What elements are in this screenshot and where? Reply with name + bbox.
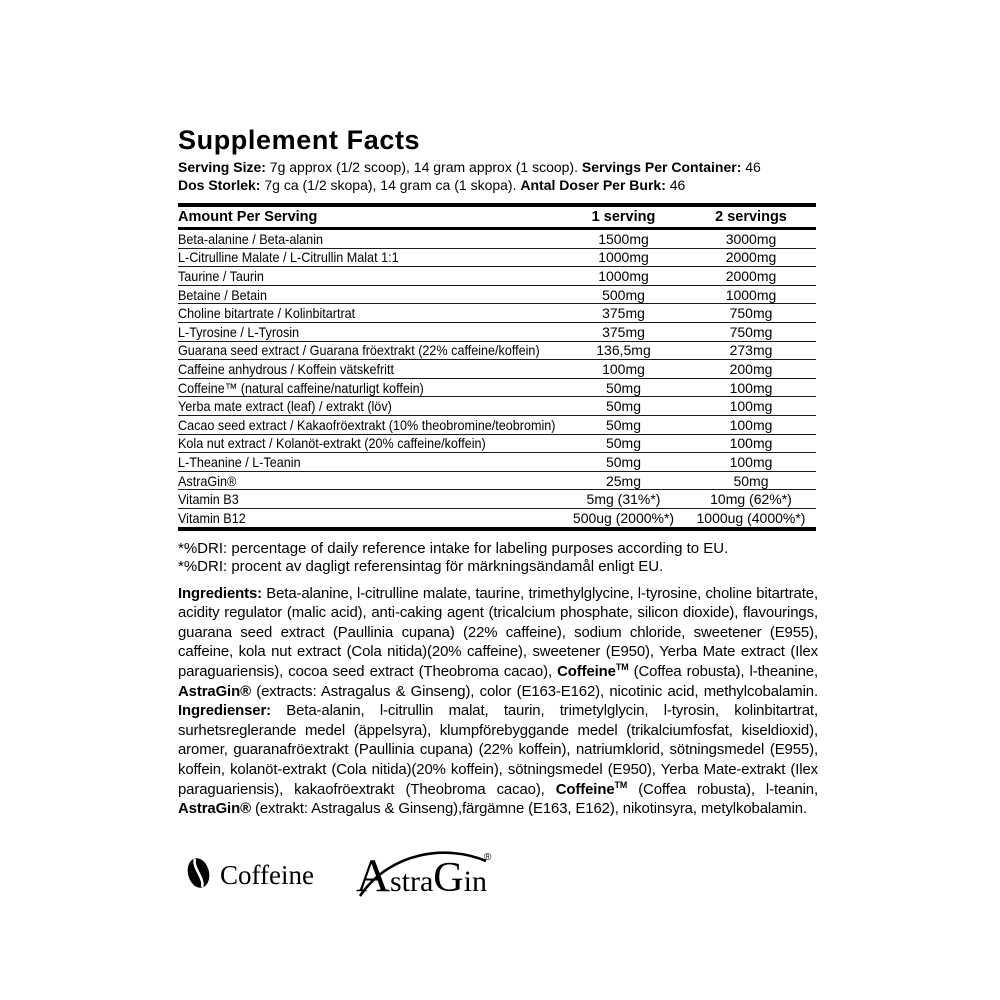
table-row [178,471,816,490]
amount-2-servings: 273mg [686,341,816,360]
table-row [178,415,816,434]
table-row [178,397,816,416]
ingredient-name: Yerba mate extract (leaf) / extrakt (löv) [178,397,561,416]
amount-1-serving: 50mg [561,378,686,397]
ingredient-name: Vitamin B3 [178,490,561,509]
amount-1-serving: 5mg (31%*) [561,490,686,509]
astragin-registered-mark: ® [483,851,492,863]
coffeine-logo-text: Coffeine [220,859,314,890]
ingredient-name: L-Tyrosine / L-Tyrosin [178,322,561,341]
coffeine-logo [186,856,314,895]
ingredient-name: Betaine / Betain [178,285,561,304]
supplement-label [178,126,818,907]
table-row [178,229,816,249]
amount-1-serving: 375mg [561,304,686,323]
amount-2-servings: 100mg [686,453,816,472]
amount-1-serving: 1000mg [561,248,686,267]
ingredient-name: L-Theanine / L-Teanin [178,453,561,472]
ingredient-name: Guarana seed extract / Guarana fröextrakt (22% caffeine/koffein) [178,341,561,360]
table-row [178,453,816,472]
serving-size-line-en: Serving Size: 7g approx (1/2 scoop), 14 gram approx (1 scoop). Servings Per Container: 46 [178,159,761,175]
amount-1-serving: 500mg [561,285,686,304]
astragin-logo-art [354,844,496,902]
svg-text:AstraGin: AstraGin [355,849,487,902]
amount-2-servings: 1000ug (4000%*) [686,508,816,528]
ingredient-name: Kola nut extract / Kolanöt-extrakt (20% caffeine/koffein) [178,434,561,453]
amount-2-servings: 750mg [686,322,816,341]
amount-2-servings: 100mg [686,397,816,416]
ingredients-paragraph: Ingredients: Beta-alanine, l-citrulline malate, taurine, trimethylglycine, l-tyrosine, choline bitartrate, acidity regulator (malic acid), anti-caking agent (tricalcium phosphate, silicon dioxide), flavourings, guarana seed extract (Paullinia cupana) (22% caffeine), sodium chloride, sweetener (E955), caffeine, kola nut extract (Cola nitida)(20% caffeine), sweetener (E950), Yerba Mate extract (Ilex paraguariensis), cocoa seed extract (Theobroma cacao), Coffeine™ (Coffea robusta), l-theanine, AstraGin® (extracts: Astragalus & Ginseng), color (E163-E162), nicotinic acid, methylcobalamin. Ingredienser: Beta-alanin, l-citrullin malat, taurin, trimetylglycin, l-tyrosin, kolinbitartrat, surhetsreglerande medel (äppelsyra), klumpförebyggande medel (trikalciumfosfat, kiseldioxid), aromer, guaranafröextrakt (Paullinia cupana) (22% koffein), natriumklorid, sötningsmedel (E955), koffein, kolanöt-extrakt (Cola nitida)(20% koffein), sötningsmedel (E950), Yerba Mate-extrakt (Ilex paraguariensis), kakaofröextrakt (Theobroma cacao), Coffeine™ (Coffea robusta), l-teanin, AstraGin® (extrakt: Astragalus & Ginseng),färgämne (E163, E162), nikotinsyra, metylkobalamin. [178,585,818,818]
ingredient-name: Beta-alanine / Beta-alanin [178,229,561,249]
ingredient-name: Coffeine™ (natural caffeine/naturligt koffein) [178,378,561,397]
dri-note-sv: *%DRI: procent av dagligt referensintag för märkningsändamål enligt EU. [178,558,664,576]
column-header-1-serving: 1 serving [561,205,686,229]
amount-2-servings: 50mg [686,471,816,490]
column-header-2-servings: 2 servings [686,205,816,229]
table-row [178,285,816,304]
amount-1-serving: 1500mg [561,229,686,249]
ingredient-name: L-Citrulline Malate / L-Citrullin Malat 1:1 [178,248,561,267]
amount-2-servings: 3000mg [686,229,816,249]
amount-2-servings: 10mg (62%*) [686,490,816,509]
ingredient-name: Choline bitartrate / Kolinbitartrat [178,304,561,323]
coffee-bean-icon [186,856,211,895]
ingredient-name: Caffeine anhydrous / Koffein vätskefritt [178,360,561,379]
table-row [178,378,816,397]
table-row [178,341,816,360]
amount-1-serving: 375mg [561,322,686,341]
amount-1-serving: 50mg [561,453,686,472]
amount-1-serving: 50mg [561,397,686,416]
astragin-letter-a: A [355,849,390,902]
table-row [178,490,816,509]
table-row [178,322,816,341]
amount-1-serving: 136,5mg [561,341,686,360]
amount-1-serving: 50mg [561,434,686,453]
amount-2-servings: 100mg [686,434,816,453]
serving-size-line-sv: Dos Storlek: 7g ca (1/2 skopa), 14 gram ca (1 skopa). Antal Doser Per Burk: 46 [178,177,686,193]
table-row [178,304,816,323]
amount-1-serving: 50mg [561,415,686,434]
ingredient-name: Cacao seed extract / Kakaofröextrakt (10% theobromine/teobromin) [178,415,561,434]
astragin-letter-g: G [433,854,464,901]
table-body [178,229,816,529]
table-row [178,434,816,453]
ingredient-name: Taurine / Taurin [178,267,561,286]
amount-2-servings: 200mg [686,360,816,379]
amount-1-serving: 100mg [561,360,686,379]
amount-1-serving: 25mg [561,471,686,490]
table-header-row [178,205,816,229]
ingredient-name: Vitamin B12 [178,508,561,528]
amount-1-serving: 500ug (2000%*) [561,508,686,528]
table-row [178,360,816,379]
dri-note-en: *%DRI: percentage of daily reference intake for labeling purposes according to EU. [178,539,729,557]
amount-2-servings: 2000mg [686,267,816,286]
supplement-facts-table [178,203,816,531]
amount-1-serving: 1000mg [561,267,686,286]
table-row [178,267,816,286]
amount-2-servings: 1000mg [686,285,816,304]
table-row [178,248,816,267]
amount-2-servings: 2000mg [686,248,816,267]
astragin-logo [354,844,496,907]
page-title: Supplement Facts [178,125,421,155]
amount-2-servings: 100mg [686,378,816,397]
amount-2-servings: 750mg [686,304,816,323]
ingredient-name: AstraGin® [178,471,561,490]
amount-2-servings: 100mg [686,415,816,434]
column-header-amount-per-serving: Amount Per Serving [178,205,561,229]
certification-logos [186,844,818,907]
table-row [178,508,816,528]
